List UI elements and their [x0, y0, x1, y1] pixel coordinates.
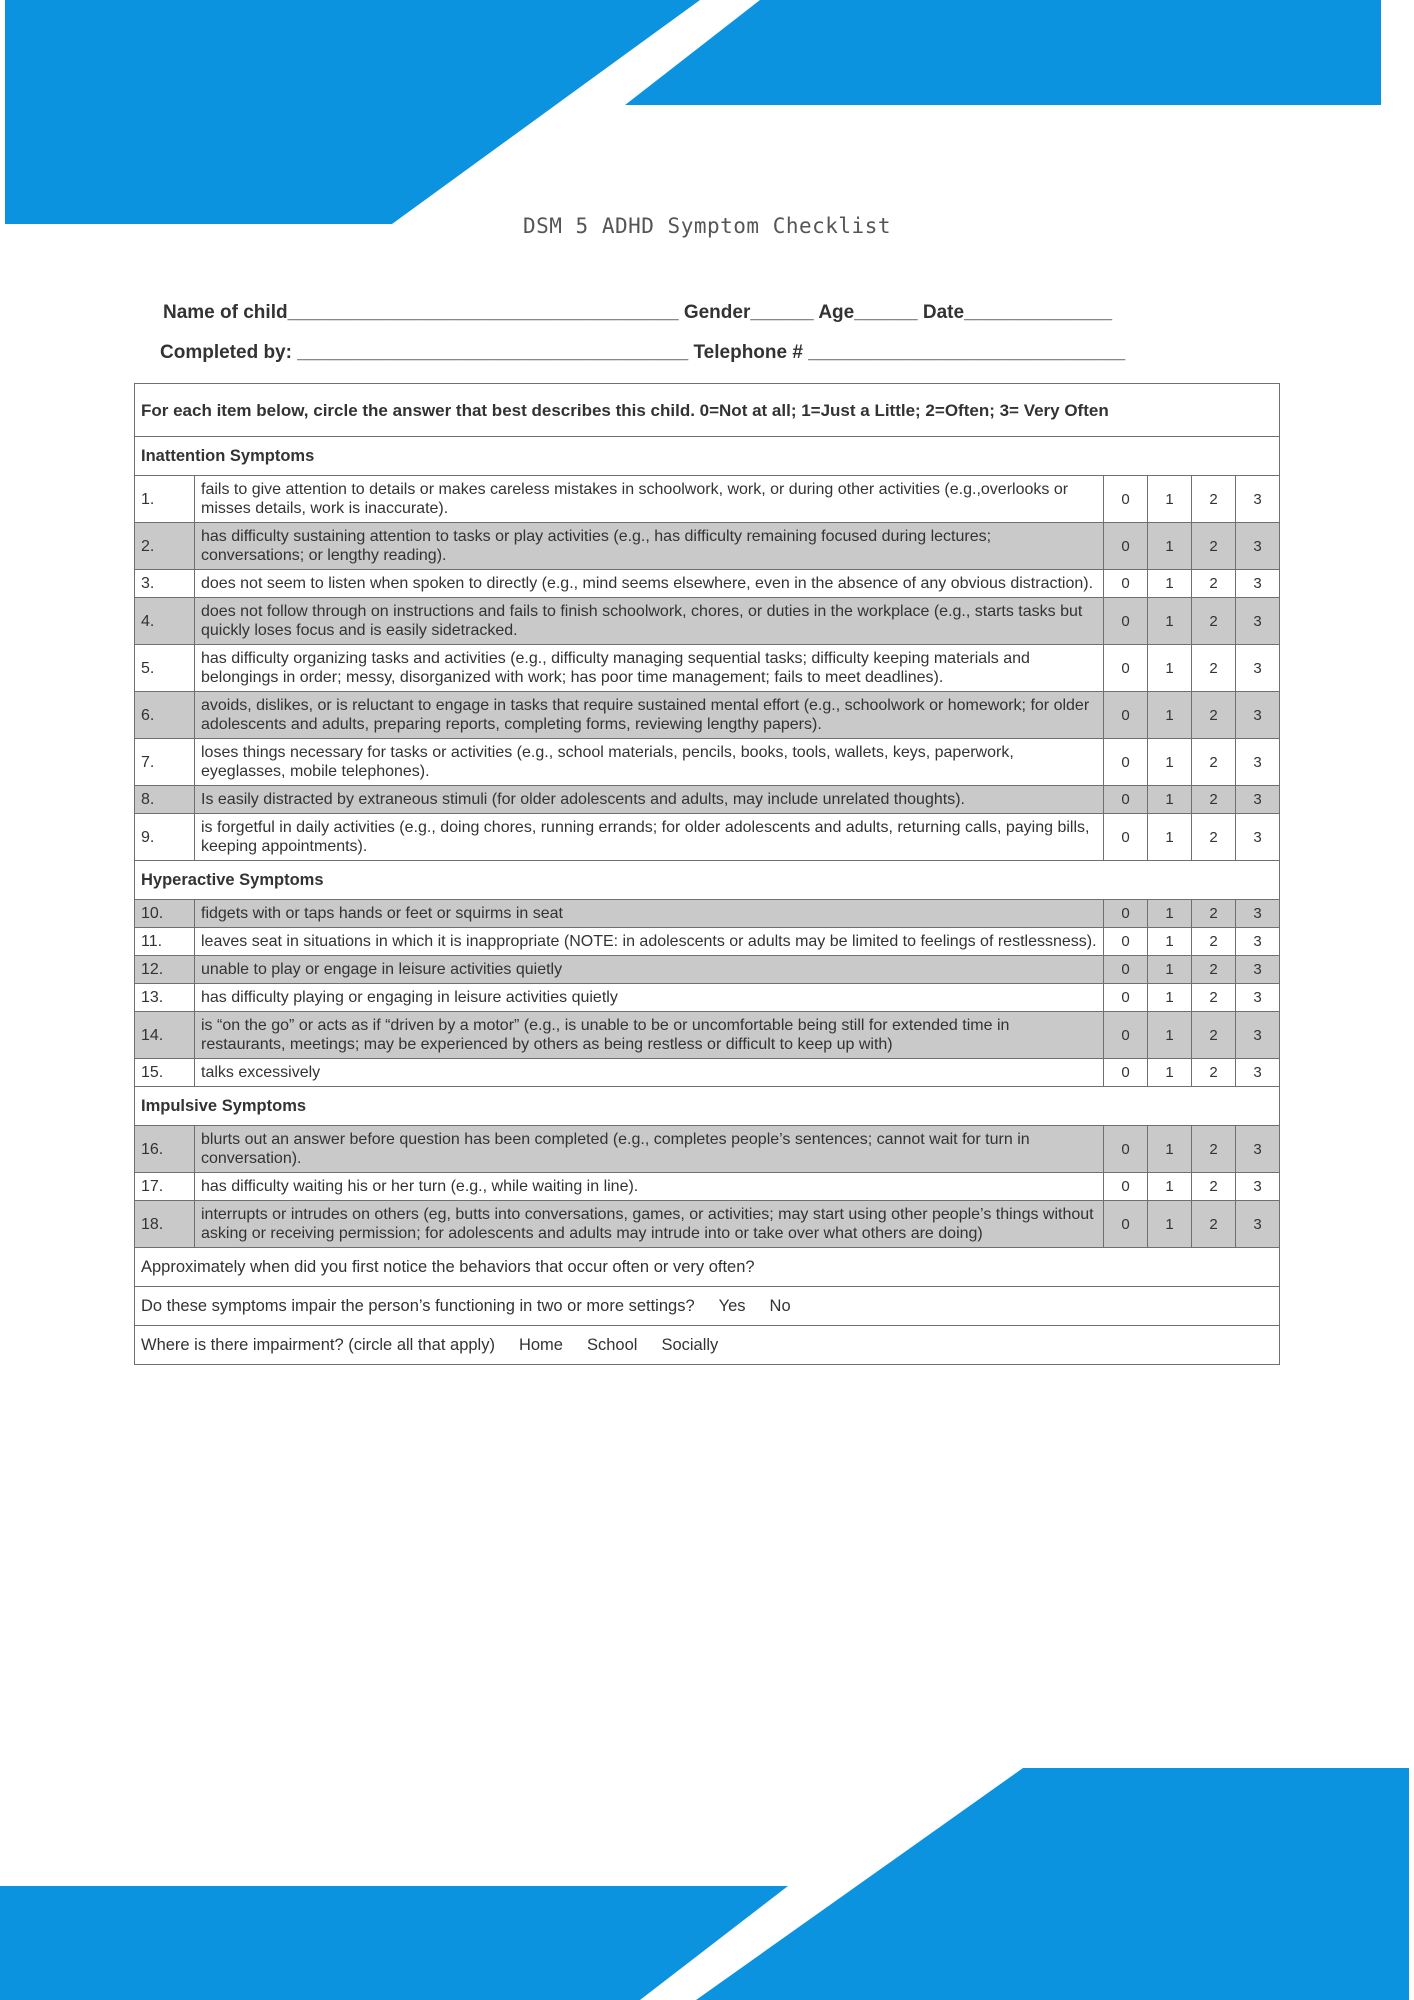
score-option-3[interactable]: 3	[1235, 1201, 1279, 1248]
score-option-2[interactable]: 2	[1191, 956, 1235, 984]
score-option-0[interactable]: 0	[1103, 476, 1147, 523]
score-option-3[interactable]: 3	[1235, 570, 1279, 598]
score-option-2[interactable]: 2	[1191, 928, 1235, 956]
score-option-1[interactable]: 1	[1147, 786, 1191, 814]
score-option-2[interactable]: 2	[1191, 692, 1235, 739]
item-text: is “on the go” or acts as if “driven by a motor” (e.g., is unable to be or uncomfortable being still for extended time in restaurants, meetings; may be experienced by others as being restless or difficult to keep up with)	[195, 1012, 1104, 1059]
score-option-0[interactable]: 0	[1103, 570, 1147, 598]
symptom-row	[135, 1059, 1280, 1087]
section-header-row	[135, 861, 1280, 900]
score-option-1[interactable]: 1	[1147, 739, 1191, 786]
score-option-3[interactable]: 3	[1235, 956, 1279, 984]
item-text: leaves seat in situations in which it is inappropriate (NOTE: in adolescents or adults may be limited to feelings of restlessness).	[195, 928, 1104, 956]
impairment-option-home[interactable]: Home	[518, 1335, 563, 1354]
score-option-0[interactable]: 0	[1103, 1173, 1147, 1201]
score-option-0[interactable]: 0	[1103, 928, 1147, 956]
symptom-row	[135, 598, 1280, 645]
item-text: does not seem to listen when spoken to directly (e.g., mind seems elsewhere, even in the absence of any obvious distraction).	[195, 570, 1104, 598]
symptom-row	[135, 523, 1280, 570]
score-option-0[interactable]: 0	[1103, 598, 1147, 645]
score-option-3[interactable]: 3	[1235, 1126, 1279, 1173]
bottom-left-blue-shape	[0, 1886, 788, 2000]
symptom-row	[135, 739, 1280, 786]
score-option-0[interactable]: 0	[1103, 984, 1147, 1012]
settings-cell	[135, 1287, 1280, 1326]
top-left-blue-shape	[5, 0, 700, 224]
item-text: fidgets with or taps hands or feet or squirms in seat	[195, 900, 1104, 928]
score-option-2[interactable]: 2	[1191, 645, 1235, 692]
item-number: 8.	[135, 786, 195, 814]
score-option-3[interactable]: 3	[1235, 739, 1279, 786]
score-option-2[interactable]: 2	[1191, 900, 1235, 928]
score-option-3[interactable]: 3	[1235, 598, 1279, 645]
item-text: blurts out an answer before question has been completed (e.g., completes people’s sentences; cannot wait for turn in conversation).	[195, 1126, 1104, 1173]
score-option-1[interactable]: 1	[1147, 645, 1191, 692]
score-option-0[interactable]: 0	[1103, 900, 1147, 928]
score-option-0[interactable]: 0	[1103, 1012, 1147, 1059]
symptom-row	[135, 984, 1280, 1012]
item-text: has difficulty waiting his or her turn (e.g., while waiting in line).	[195, 1173, 1104, 1201]
symptom-row	[135, 1012, 1280, 1059]
impairment-cell	[135, 1326, 1280, 1365]
footer-row-impairment	[135, 1326, 1280, 1365]
settings-question: Do these symptoms impair the person’s functioning in two or more settings?	[141, 1296, 695, 1315]
score-option-3[interactable]: 3	[1235, 786, 1279, 814]
item-text: has difficulty organizing tasks and activities (e.g., difficulty managing sequential tasks; difficulty keeping materials and belongings in order; messy, disorganized with work; has poor time management; fails to meet deadlines).	[195, 645, 1104, 692]
item-number: 10.	[135, 900, 195, 928]
section-header-row	[135, 437, 1280, 476]
score-option-0[interactable]: 0	[1103, 1201, 1147, 1248]
score-option-2[interactable]: 2	[1191, 1059, 1235, 1087]
bottom-right-blue-shape	[696, 1768, 1409, 2000]
score-option-1[interactable]: 1	[1147, 928, 1191, 956]
item-text: has difficulty playing or engaging in leisure activities quietly	[195, 984, 1104, 1012]
section-header-row	[135, 1087, 1280, 1126]
section-title: Impulsive Symptoms	[135, 1087, 1280, 1126]
section-title: Hyperactive Symptoms	[135, 861, 1280, 900]
score-option-3[interactable]: 3	[1235, 523, 1279, 570]
symptom-row	[135, 786, 1280, 814]
score-option-2[interactable]: 2	[1191, 523, 1235, 570]
instructions-text: For each item below, circle the answer that best describes this child. 0=Not at all; 1=Just a Little; 2=Often; 3= Very Often	[135, 384, 1280, 437]
score-option-0[interactable]: 0	[1103, 1059, 1147, 1087]
score-option-2[interactable]: 2	[1191, 598, 1235, 645]
score-option-2[interactable]: 2	[1191, 570, 1235, 598]
document-title: DSM 5 ADHD Symptom Checklist	[522, 214, 891, 238]
item-text: loses things necessary for tasks or activities (e.g., school materials, pencils, books, tools, wallets, keys, paperwork, eyeglasses, mobile telephones).	[195, 739, 1104, 786]
item-number: 2.	[135, 523, 195, 570]
score-option-1[interactable]: 1	[1147, 814, 1191, 861]
score-option-0[interactable]: 0	[1103, 956, 1147, 984]
score-option-0[interactable]: 0	[1103, 786, 1147, 814]
item-number: 18.	[135, 1201, 195, 1248]
score-option-2[interactable]: 2	[1191, 1201, 1235, 1248]
score-option-2[interactable]: 2	[1191, 476, 1235, 523]
instructions-row	[135, 384, 1280, 437]
score-option-0[interactable]: 0	[1103, 692, 1147, 739]
symptom-row	[135, 1126, 1280, 1173]
item-text: interrupts or intrudes on others (eg, butts into conversations, games, or activities; may start using other people’s things without asking or receiving permission; for adolescents and adults may intrude into or take over what others are doing)	[195, 1201, 1104, 1248]
item-text: does not follow through on instructions and fails to finish schoolwork, chores, or duties in the workplace (e.g., starts tasks but quickly loses focus and is easily sidetracked.	[195, 598, 1104, 645]
settings-option-no[interactable]: No	[769, 1296, 791, 1315]
symptom-checklist-table	[134, 383, 1280, 1365]
score-option-3[interactable]: 3	[1235, 476, 1279, 523]
score-option-2[interactable]: 2	[1191, 814, 1235, 861]
score-option-1[interactable]: 1	[1147, 523, 1191, 570]
score-option-3[interactable]: 3	[1235, 984, 1279, 1012]
score-option-1[interactable]: 1	[1147, 984, 1191, 1012]
item-text: talks excessively	[195, 1059, 1104, 1087]
score-option-0[interactable]: 0	[1103, 739, 1147, 786]
score-option-0[interactable]: 0	[1103, 814, 1147, 861]
score-option-2[interactable]: 2	[1191, 739, 1235, 786]
onset-question[interactable]: Approximately when did you first notice the behaviors that occur often or very often?	[135, 1248, 1280, 1287]
item-number: 6.	[135, 692, 195, 739]
symptom-row	[135, 814, 1280, 861]
score-option-3[interactable]: 3	[1235, 814, 1279, 861]
score-option-3[interactable]: 3	[1235, 900, 1279, 928]
score-option-3[interactable]: 3	[1235, 692, 1279, 739]
impairment-option-socially[interactable]: Socially	[661, 1335, 719, 1354]
symptom-row	[135, 956, 1280, 984]
top-right-blue-shape	[625, 0, 1381, 105]
item-text: unable to play or engage in leisure activities quietly	[195, 956, 1104, 984]
score-option-1[interactable]: 1	[1147, 1126, 1191, 1173]
item-number: 1.	[135, 476, 195, 523]
symptom-row	[135, 1201, 1280, 1248]
symptom-row	[135, 570, 1280, 598]
item-text: Is easily distracted by extraneous stimuli (for older adolescents and adults, may include unrelated thoughts).	[195, 786, 1104, 814]
child-info-line[interactable]: Name of child_____________________________________ Gender______ Age______ Date______________	[163, 302, 1113, 323]
item-number: 14.	[135, 1012, 195, 1059]
score-option-1[interactable]: 1	[1147, 570, 1191, 598]
score-option-3[interactable]: 3	[1235, 928, 1279, 956]
item-text: fails to give attention to details or makes careless mistakes in schoolwork, work, or during other activities (e.g.,overlooks or misses details, work is inaccurate).	[195, 476, 1104, 523]
score-option-1[interactable]: 1	[1147, 1173, 1191, 1201]
score-option-2[interactable]: 2	[1191, 1012, 1235, 1059]
score-option-3[interactable]: 3	[1235, 1059, 1279, 1087]
item-number: 9.	[135, 814, 195, 861]
symptom-row	[135, 928, 1280, 956]
score-option-1[interactable]: 1	[1147, 956, 1191, 984]
item-text: is forgetful in daily activities (e.g., doing chores, running errands; for older adolescents and adults, returning calls, paying bills, keeping appointments).	[195, 814, 1104, 861]
checklist-body	[135, 384, 1280, 1365]
footer-row-onset	[135, 1248, 1280, 1287]
score-option-3[interactable]: 3	[1235, 1173, 1279, 1201]
score-option-1[interactable]: 1	[1147, 1012, 1191, 1059]
score-option-0[interactable]: 0	[1103, 523, 1147, 570]
score-option-0[interactable]: 0	[1103, 1126, 1147, 1173]
symptom-row	[135, 900, 1280, 928]
score-option-1[interactable]: 1	[1147, 692, 1191, 739]
score-option-0[interactable]: 0	[1103, 645, 1147, 692]
item-number: 11.	[135, 928, 195, 956]
score-option-3[interactable]: 3	[1235, 1012, 1279, 1059]
item-number: 16.	[135, 1126, 195, 1173]
score-option-1[interactable]: 1	[1147, 900, 1191, 928]
symptom-row	[135, 692, 1280, 739]
item-number: 17.	[135, 1173, 195, 1201]
footer-row-settings	[135, 1287, 1280, 1326]
item-text: has difficulty sustaining attention to tasks or play activities (e.g., has difficulty remaining focused during lectures; conversations; or lengthy reading).	[195, 523, 1104, 570]
score-option-2[interactable]: 2	[1191, 984, 1235, 1012]
item-number: 5.	[135, 645, 195, 692]
item-number: 7.	[135, 739, 195, 786]
settings-option-yes[interactable]: Yes	[718, 1296, 746, 1315]
score-option-2[interactable]: 2	[1191, 1173, 1235, 1201]
score-option-1[interactable]: 1	[1147, 476, 1191, 523]
item-number: 15.	[135, 1059, 195, 1087]
score-option-1[interactable]: 1	[1147, 1201, 1191, 1248]
impairment-option-school[interactable]: School	[586, 1335, 638, 1354]
item-number: 3.	[135, 570, 195, 598]
score-option-3[interactable]: 3	[1235, 645, 1279, 692]
item-number: 12.	[135, 956, 195, 984]
item-number: 13.	[135, 984, 195, 1012]
symptom-row	[135, 1173, 1280, 1201]
symptom-row	[135, 476, 1280, 523]
impairment-question: Where is there impairment? (circle all that apply)	[141, 1335, 495, 1354]
completed-by-line[interactable]: Completed by: _____________________________________ Telephone # ______________________________	[160, 342, 1126, 363]
score-option-2[interactable]: 2	[1191, 786, 1235, 814]
item-text: avoids, dislikes, or is reluctant to engage in tasks that require sustained mental effort (e.g., schoolwork or homework; for older adolescents and adults, preparing reports, completing forms, reviewing lengthy papers).	[195, 692, 1104, 739]
score-option-1[interactable]: 1	[1147, 1059, 1191, 1087]
score-option-1[interactable]: 1	[1147, 598, 1191, 645]
section-title: Inattention Symptoms	[135, 437, 1280, 476]
symptom-row	[135, 645, 1280, 692]
item-number: 4.	[135, 598, 195, 645]
score-option-2[interactable]: 2	[1191, 1126, 1235, 1173]
